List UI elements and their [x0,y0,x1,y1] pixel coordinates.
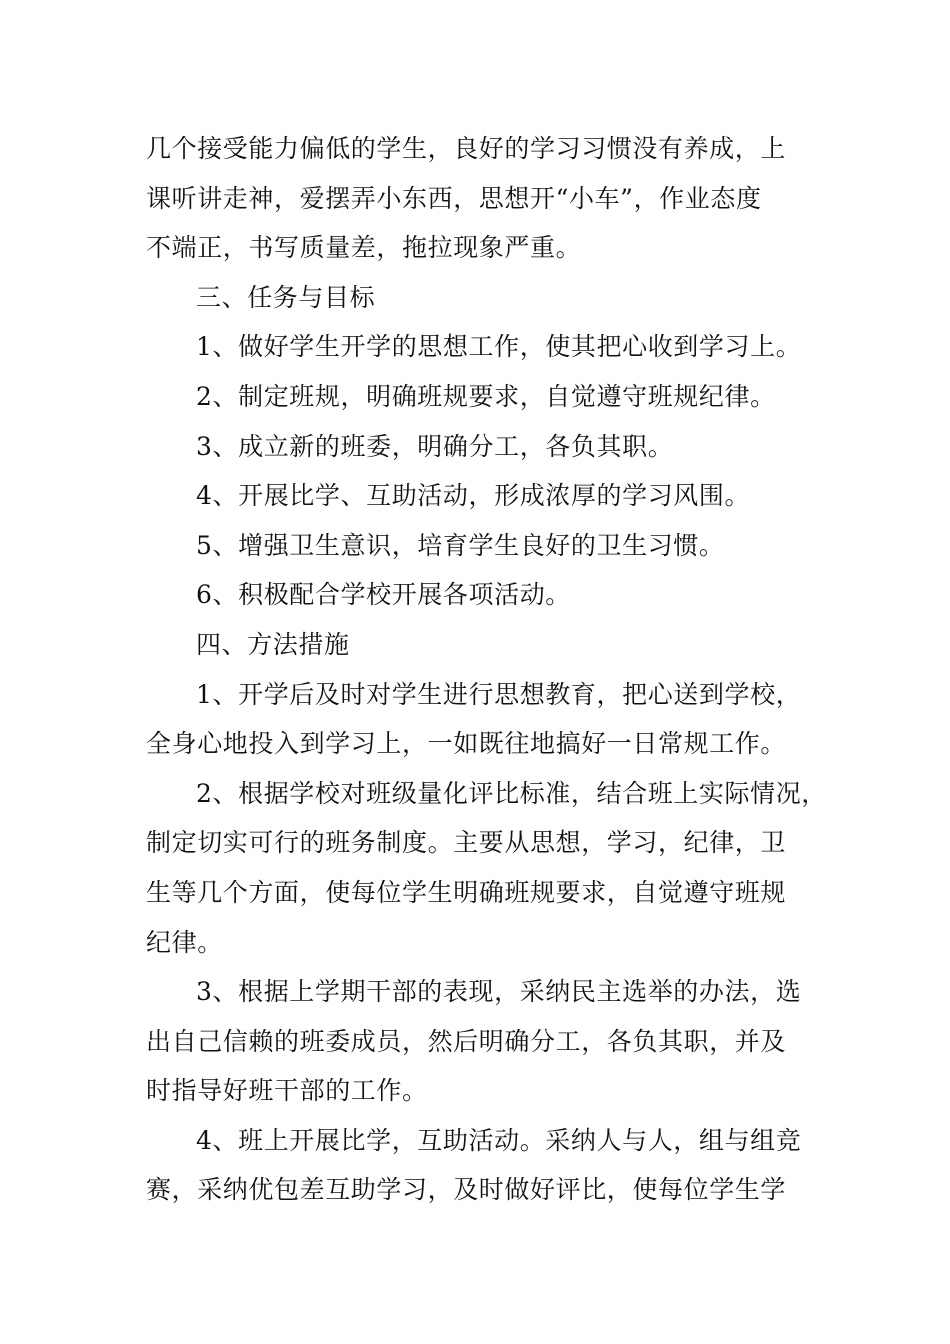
list-item: 4、开展比学、互助活动，形成浓厚的学习风围。 [196,481,751,511]
paragraph-line: 3、根据上学期干部的表现，采纳民主选举的办法，选 [196,977,802,1007]
section-heading: 三、任务与目标 [196,282,376,312]
text-line: 几个接受能力偏低的学生，良好的学习习惯没有养成，上 [146,134,787,163]
section-heading: 四、方法措施 [196,629,350,659]
list-item: 2、制定班规，明确班规要求，自觉遵守班规纪律。 [196,381,776,411]
paragraph-line: 出自己信赖的班委成员，然后明确分工，各负其职，并及 [146,1026,787,1056]
list-item: 6、积极配合学校开展各项活动。 [196,580,571,610]
paragraph-line: 纪律。 [146,927,223,957]
document-body [146,124,826,1215]
paragraph-line: 4、班上开展比学，互助活动。采纳人与人，组与组竞 [196,1125,802,1155]
paragraph-line: 全身心地投入到学习上，一如既往地搞好一日常规工作。 [146,729,787,759]
paragraph-line: 时指导好班干部的工作。 [146,1076,428,1106]
paragraph-line: 制定切实可行的班务制度。主要从思想，学习，纪律，卫 [146,828,787,858]
paragraph-line: 赛，采纳优包差互助学习，及时做好评比，使每位学生学 [146,1175,787,1205]
text-line: 不端正，书写质量差，拖拉现象严重。 [146,233,582,263]
text-line: 课听讲走神，爱摆弄小东西，思想开“小车”，作业态度 [146,183,762,213]
list-item: 3、成立新的班委，明确分工，各负其职。 [196,431,674,461]
paragraph-line: 2、根据学校对班级量化评比标准，结合班上实际情况， [196,778,827,808]
list-item: 5、增强卫生意识，培育学生良好的卫生习惯。 [196,530,725,560]
list-item: 1、做好学生开学的思想工作，使其把心收到学习上。 [196,332,802,362]
paragraph-line: 1、开学后及时对学生进行思想教育，把心送到学校， [196,679,802,709]
paragraph-line: 生等几个方面，使每位学生明确班规要求，自觉遵守班规 [146,877,787,907]
